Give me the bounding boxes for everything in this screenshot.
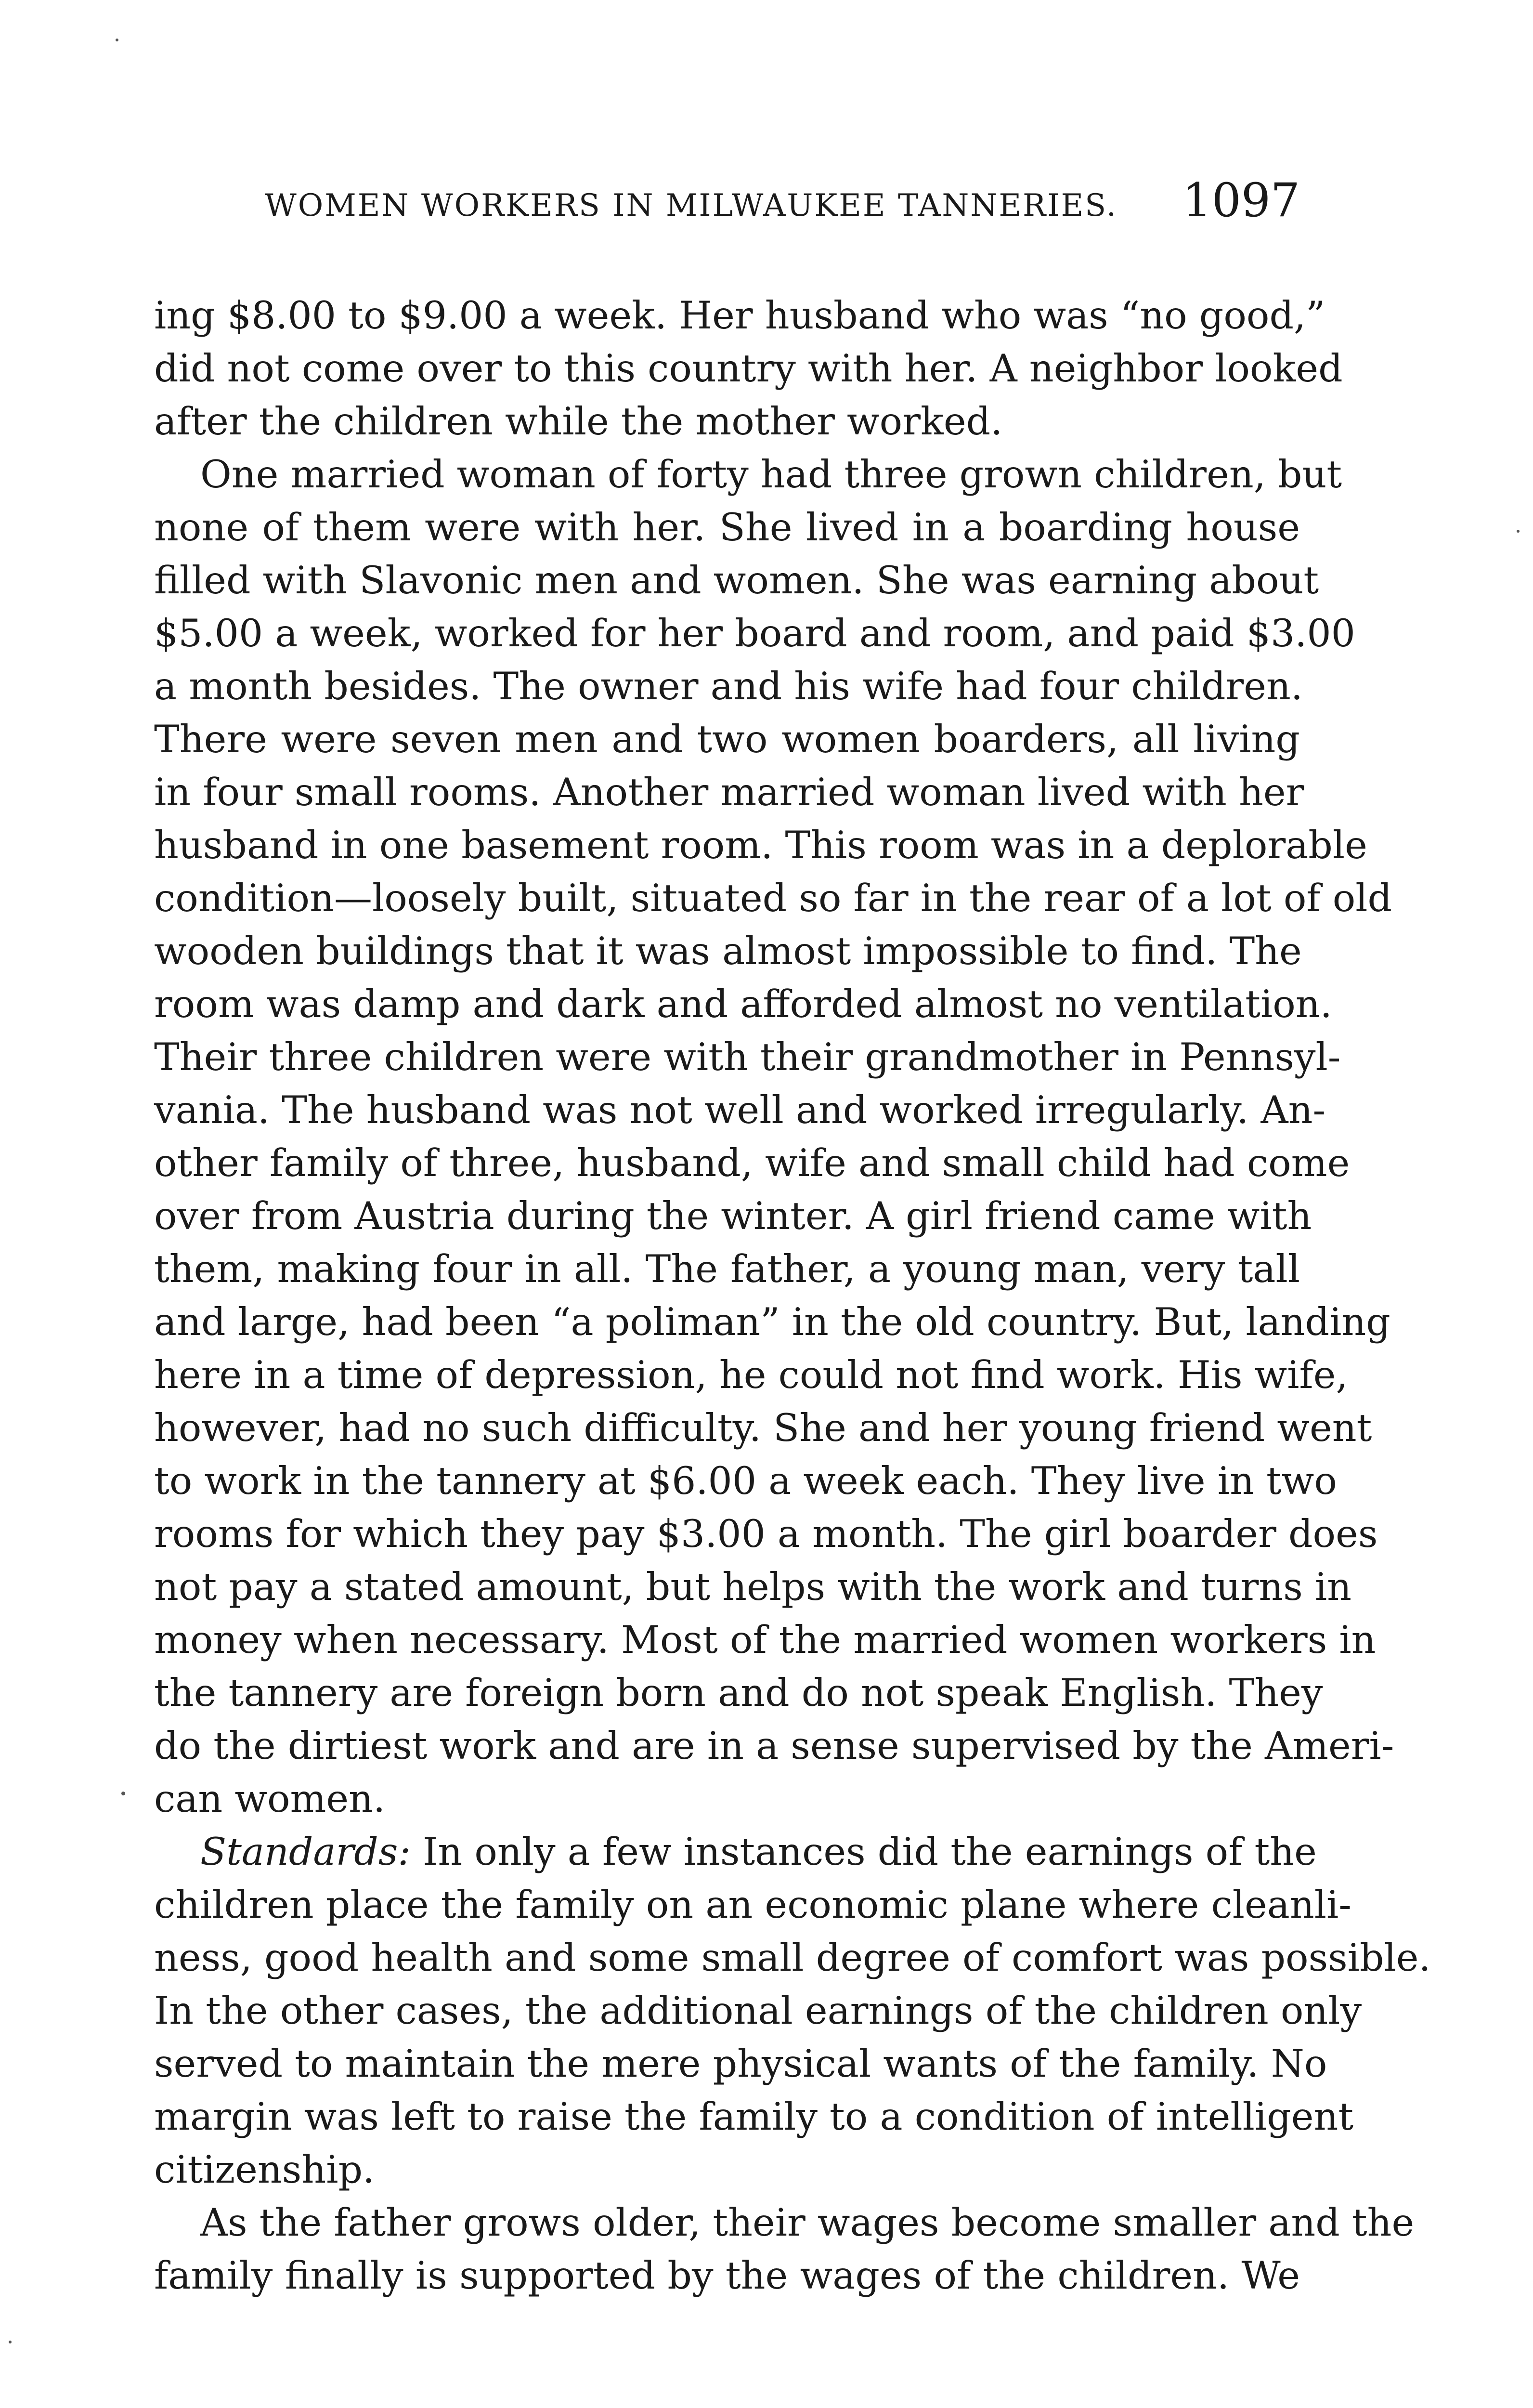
text-line: other family of three, husband, wife and small child had come bbox=[154, 1141, 1350, 1185]
scan-speck bbox=[116, 39, 118, 41]
standards-text: In only a few instances did the earnings of the bbox=[411, 1830, 1317, 1874]
text-line: margin was left to raise the family to a condition of intelligent bbox=[154, 2094, 1354, 2139]
text-line: husband in one basement room. This room was in a deplorable bbox=[154, 823, 1367, 867]
text-line: room was damp and dark and afforded almost no ventilation. bbox=[154, 982, 1332, 1026]
standards-first-line bbox=[154, 1825, 1317, 1878]
text-line: family finally is supported by the wages of the children. We bbox=[154, 2253, 1300, 2298]
text-line: vania. The husband was not well and worked irregularly. An- bbox=[154, 1088, 1326, 1132]
text-line: did not come over to this country with her. A neighbor looked bbox=[154, 346, 1343, 391]
text-line: after the children while the mother worked. bbox=[154, 399, 1003, 444]
text-line: ness, good health and some small degree of comfort was possible. bbox=[154, 1936, 1431, 1980]
running-head bbox=[154, 173, 1300, 231]
text-line: rooms for which they pay $3.00 a month. The girl boarder does bbox=[154, 1512, 1378, 1556]
text-line: One married woman of forty had three grown children, but bbox=[200, 452, 1342, 497]
text-line: In the other cases, the additional earnings of the children only bbox=[154, 1989, 1362, 2033]
text-line: filled with Slavonic men and women. She was earning about bbox=[154, 558, 1319, 602]
text-line: do the dirtiest work and are in a sense supervised by the Ameri- bbox=[154, 1724, 1394, 1768]
text-line: not pay a stated amount, but helps with the work and turns in bbox=[154, 1565, 1351, 1609]
text-line: wooden buildings that it was almost impossible to find. The bbox=[154, 929, 1302, 973]
text-line: money when necessary. Most of the married women workers in bbox=[154, 1618, 1376, 1662]
body-text bbox=[154, 289, 1431, 2302]
text-line: $5.00 a week, worked for her board and room, and paid $3.00 bbox=[154, 611, 1355, 655]
text-line: There were seven men and two women boarders, all living bbox=[154, 717, 1300, 761]
text-line: citizenship. bbox=[154, 2147, 375, 2192]
text-line: over from Austria during the winter. A girl friend came with bbox=[154, 1194, 1312, 1238]
text-line: ing $8.00 to $9.00 a week. Her husband who was “no good,” bbox=[154, 293, 1325, 338]
scan-speck bbox=[121, 1792, 125, 1795]
text-line: can women. bbox=[154, 1777, 386, 1821]
text-line: them, making four in all. The father, a young man, very tall bbox=[154, 1247, 1300, 1291]
text-line: children place the family on an economic plane where cleanli- bbox=[154, 1883, 1351, 1927]
text-line: condition—loosely built, situated so far in the rear of a lot of old bbox=[154, 876, 1392, 920]
text-line: As the father grows older, their wages become smaller and the bbox=[200, 2200, 1415, 2245]
text-line: here in a time of depression, he could not find work. His wife, bbox=[154, 1353, 1348, 1397]
scan-speck bbox=[1517, 530, 1520, 533]
text-line: served to maintain the mere physical wants of the family. No bbox=[154, 2042, 1327, 2086]
running-title: WOMEN WORKERS IN MILWAUKEE TANNERIES. bbox=[265, 188, 1118, 223]
text-line: Their three children were with their grandmother in Pennsyl- bbox=[154, 1035, 1341, 1079]
text-line: and large, had been “a poliman” in the old country. But, landing bbox=[154, 1300, 1390, 1344]
text-line: in four small rooms. Another married woman lived with her bbox=[154, 770, 1304, 814]
page-number: 1097 bbox=[1182, 173, 1300, 227]
text-line: a month besides. The owner and his wife had four children. bbox=[154, 664, 1303, 708]
text-line: the tannery are foreign born and do not speak English. They bbox=[154, 1671, 1323, 1715]
scan-speck bbox=[9, 2341, 12, 2343]
standards-label: Standards: bbox=[200, 1830, 411, 1874]
text-line: none of them were with her. She lived in a boarding house bbox=[154, 505, 1300, 550]
text-line: to work in the tannery at $6.00 a week each. They live in two bbox=[154, 1459, 1337, 1503]
text-line: however, had no such difficulty. She and her young friend went bbox=[154, 1406, 1372, 1450]
